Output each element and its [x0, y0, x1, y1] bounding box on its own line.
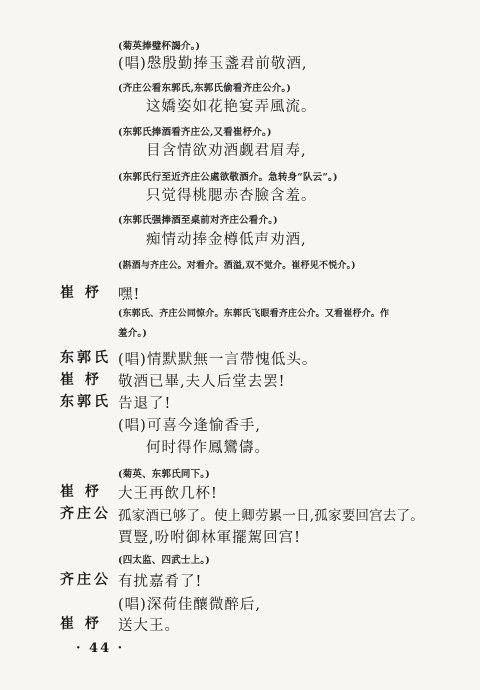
stage-direction: (斟酒与齐庄公。对看介。酒溢,双不觉介。崔杼见不悦介。) — [118, 261, 356, 271]
dialogue-line: 賈豎,吩咐御林軍擺駕回宫! — [118, 530, 301, 546]
stage-direction: (齐庄公看东郭氏,东郭氏偷看齐庄公介。) — [118, 83, 292, 94]
sung-verse: (唱)慇殷勤捧玉盞君前敬酒, — [118, 56, 308, 72]
speaker-name: 齐庄公 — [60, 506, 111, 522]
sung-verse: 痴情动捧金樽低声劝酒, — [146, 232, 307, 248]
stage-direction: 羞介。) — [118, 328, 148, 339]
stage-direction: (东郭氏行至近齐庄公處欲敬酒介。急转身“队云”。) — [118, 172, 338, 183]
stage-direction: (菊英捧璧杯謁介。) — [118, 41, 201, 52]
dialogue-line: 嘿! — [118, 287, 141, 303]
stage-direction: (东郭氏、齐庄公同惊介。东郭氏飞眼看齐庄公介。又看崔杼介。作 — [118, 309, 390, 319]
dialogue-line: (唱)情默默無一言帶愧低头。 — [118, 352, 318, 368]
stage-direction: (菊英、东郭氏同下。) — [118, 469, 210, 480]
speaker-name: 崔 杼 — [60, 372, 102, 388]
dialogue-line: 大王再飲几杯! — [118, 486, 218, 502]
dialogue-line: 孤家酒已够了。使上卿劳累一日,孤家要回宫去了。 — [118, 508, 424, 524]
page-number: · 44 · — [76, 641, 125, 656]
speaker-name: 崔 杼 — [60, 285, 102, 301]
speaker-name: 东郭氏 — [60, 350, 111, 366]
sung-verse: 这嬌姿如花艳宴弄風流。 — [146, 99, 317, 115]
stage-direction: (东郭氏强捧酒至桌前对齐庄公看介。) — [118, 215, 278, 226]
dialogue-line: 告退了! — [118, 396, 172, 412]
dialogue-line: 有扰嘉肴了! — [118, 574, 203, 590]
stage-direction: (东郭氏捧酒看齐庄公,又看崔杼介。) — [118, 127, 272, 138]
dialogue-line: 敬酒已畢,夫人后堂去罢! — [118, 374, 286, 390]
dialogue-line: 何时得作鳳鸞儔。 — [146, 440, 270, 456]
speaker-name: 东郭氏 — [60, 394, 111, 410]
dialogue-line: (唱)深荷佳釀微醉后, — [118, 597, 261, 613]
dialogue-line: 送大王。 — [118, 618, 180, 634]
speaker-name: 崔 杼 — [60, 616, 102, 632]
speaker-name: 齐庄公 — [60, 572, 111, 588]
sung-verse: 目含情欲劝酒觑君眉寿, — [146, 143, 307, 159]
speaker-name: 崔 杼 — [60, 484, 102, 500]
dialogue-line: (唱)可喜今逢愉香手, — [118, 418, 261, 434]
sung-verse: 只觉得桃腮赤杏臉含羞。 — [146, 188, 317, 204]
stage-direction: (四太监、四武士上。) — [118, 555, 210, 566]
